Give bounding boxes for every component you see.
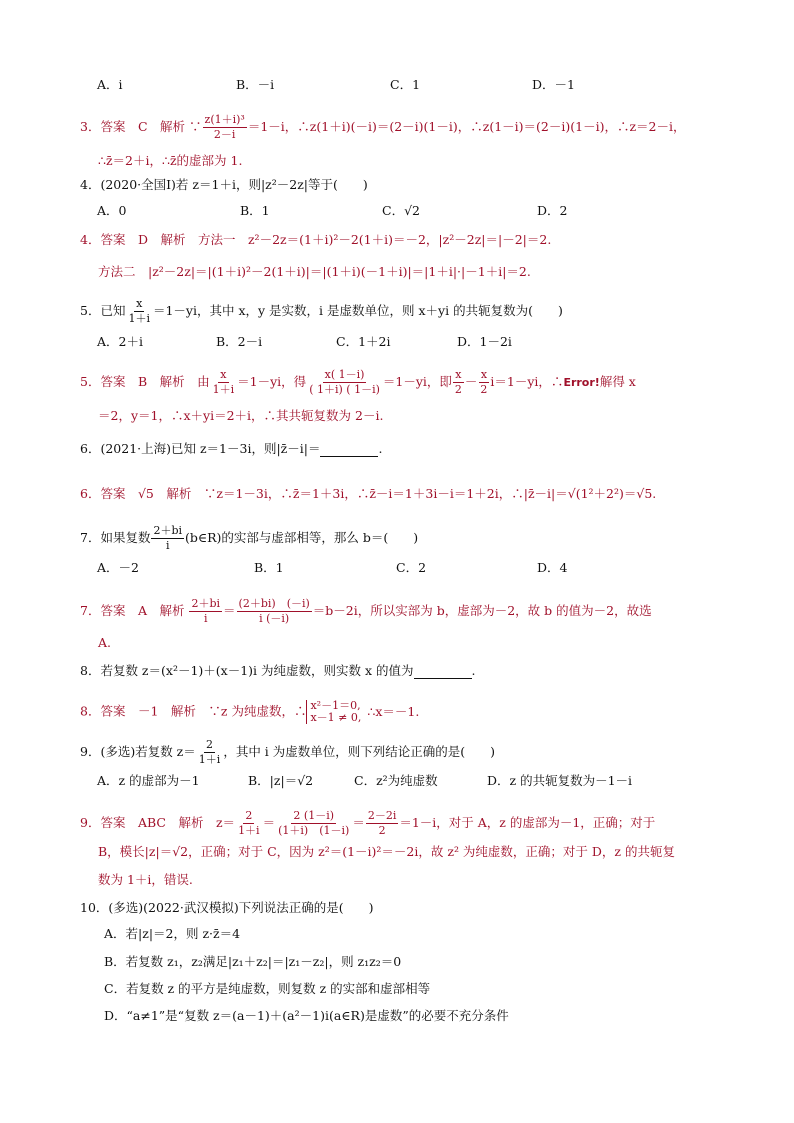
fraction	[276, 810, 351, 837]
answer-9-line1	[80, 810, 794, 837]
fraction-denominator: 1＋i	[198, 753, 221, 766]
fraction-numerator: 2	[206, 738, 214, 751]
case-system	[306, 700, 361, 724]
option: A．－2	[97, 560, 139, 575]
answer-text: －	[464, 374, 478, 389]
answer-9-line2: B，模长|z|＝√2，正确；对于 C，因为 z²＝(1－i)²＝－2i，故 z² 为纯虚数，正确；对于 D，z 的共轭复	[98, 844, 675, 859]
answer-text: ＝1－yi，即	[382, 374, 452, 389]
answer-text: ＝	[262, 815, 276, 830]
answer-7-line1	[80, 598, 794, 625]
option: B．|z|＝√2	[248, 773, 314, 788]
stem-text: (b∈R)的实部与虚部相等，那么 b＝( )	[185, 530, 419, 545]
answer-text: ＝1－yi，得	[237, 374, 307, 389]
case-line: x²－1＝0,	[310, 699, 361, 712]
fraction-numerator: x	[136, 297, 143, 310]
fraction-denominator: ( 1＋i) ( 1－i)	[309, 383, 380, 396]
fraction	[236, 810, 262, 837]
question-6-stem	[80, 443, 794, 457]
fraction	[151, 525, 184, 552]
fraction-numerator: 2＋bi	[191, 597, 221, 610]
therefore-symbol: ∵	[189, 119, 202, 134]
fraction-denominator: 2	[378, 824, 386, 837]
answer-7-line2: A.	[98, 635, 112, 650]
fraction	[189, 598, 222, 625]
error-marker: Error!	[563, 376, 600, 389]
answer-label: 5．答案 B 解析 由	[80, 374, 210, 389]
option: D．2	[537, 203, 568, 218]
question-10-stem: 10．(多选)(2022·武汉模拟)下列说法正确的是( )	[80, 900, 374, 915]
fraction-denominator: 1＋i	[212, 383, 235, 396]
fraction	[307, 369, 382, 396]
option: C．1	[390, 77, 421, 92]
stem-text: 5．已知	[80, 303, 126, 318]
answer-label: 7．答案 A 解析	[80, 603, 185, 618]
fraction	[126, 298, 152, 325]
option: C．1＋2i	[336, 334, 391, 349]
answer-text: ＝1－i，∴z(1＋i)(－i)＝(2－i)(1－i)，∴z(1－i)＝(2－i)(1－i)，∴z＝2－i，	[247, 119, 686, 134]
fraction-numerator: 2－2i	[367, 809, 397, 822]
fraction-numerator: x	[480, 368, 488, 381]
case-line: x－1 ≠ 0,	[310, 711, 362, 724]
stem-text: 9．(多选)若复数 z＝	[80, 744, 196, 759]
option: A．i	[97, 77, 123, 92]
option: D．“a≠1”是“复数 z＝(a－1)＋(a²－1)i(a∈R)是虚数”的必要不充分条件	[104, 1008, 509, 1023]
fraction-denominator: 2	[454, 383, 462, 396]
question-4-stem: 4．(2020·全国Ⅰ)若 z＝1＋i，则|z²－2z|等于( )	[80, 177, 368, 192]
answer-text: ∴x＝－1.	[367, 703, 420, 719]
fraction-denominator: 1＋i	[128, 312, 150, 325]
answer-text: 8．答案 －1 解析 ∵z 为纯虚数，∴	[80, 703, 307, 719]
answer-9-line3: 数为 1＋i，错误.	[98, 872, 193, 887]
answer-3-line2: ∴z̄＝2＋i，∴z̄的虚部为 1.	[98, 153, 243, 168]
option: C．2	[396, 560, 427, 575]
stem-text: 7．如果复数	[80, 530, 151, 545]
fraction	[237, 598, 312, 625]
question-7-stem	[80, 525, 794, 552]
option: B．－i	[236, 77, 275, 92]
option: B．1	[254, 560, 284, 575]
option: D．4	[537, 560, 568, 575]
fraction-numerator: x	[220, 368, 227, 381]
answer-blank	[320, 443, 378, 457]
answer-text: 解得 x	[599, 374, 636, 389]
question-9-stem	[80, 739, 794, 766]
option: C．z²为纯虚数	[354, 773, 438, 788]
answer-label: 9．答案 ABC 解析 z＝	[80, 815, 236, 830]
option: D．1－2i	[457, 334, 512, 349]
stem-text: ＝1－yi，其中 x，y 是实数，i 是虚数单位，则 x＋yi 的共轭复数为( )	[152, 303, 563, 318]
fraction-numerator: 2＋bi	[153, 524, 183, 537]
fraction-denominator: 1＋i	[238, 824, 260, 837]
fraction-numerator: 2 (1－i)	[293, 809, 335, 822]
fraction-denominator: i	[165, 539, 170, 552]
fraction-denominator: i	[203, 612, 208, 625]
question-8-stem	[80, 665, 794, 679]
option: B．若复数 z₁，z₂满足|z₁＋z₂|＝|z₁－z₂|，则 z₁z₂＝0	[104, 954, 402, 969]
fraction-numerator: 2	[245, 809, 253, 822]
option: A．z 的虚部为－1	[97, 773, 200, 788]
fraction-denominator: i (－i)	[259, 612, 290, 625]
answer-text: ＝	[352, 815, 365, 830]
stem-text: .	[378, 441, 383, 456]
fraction	[453, 369, 464, 396]
answer-4-line2: 方法二 |z²－2z|＝|(1＋i)²－2(1＋i)|＝|(1＋i)(－1＋i)|＝|1＋i|·|－1＋i|＝2.	[98, 264, 531, 279]
option: A．2＋i	[97, 334, 143, 349]
fraction-numerator: z(1＋i)³	[204, 113, 245, 126]
option: C．若复数 z 的平方是纯虚数，则复数 z 的实部和虚部相等	[104, 981, 431, 996]
question-5-stem	[80, 298, 794, 325]
fraction	[203, 114, 247, 141]
fraction-numerator: x	[455, 368, 462, 381]
option: B．2－i	[216, 334, 263, 349]
answer-5-line2: ＝2，y＝1，∴x＋yi＝2＋i，∴其共轭复数为 2－i.	[98, 408, 384, 423]
stem-text: 8．若复数 z＝(x²－1)＋(x－1)i 为纯虚数，则实数 x 的值为	[80, 663, 414, 678]
answer-5-line1	[80, 369, 794, 396]
fraction	[478, 369, 489, 396]
fraction-denominator: (1＋i) (1－i)	[278, 824, 350, 837]
fraction	[211, 369, 237, 396]
fraction	[366, 810, 399, 837]
option: A．若|z|＝2，则 z·z̄＝4	[104, 926, 241, 941]
option: D．－1	[532, 77, 575, 92]
option: A．0	[97, 203, 127, 218]
answer-text: ＝1－i，对于 A，z 的虚部为－1，正确；对于	[399, 815, 656, 830]
answer-6: 6．答案 √5 解析 ∵z＝1－3i，∴z̄＝1＋3i，∴z̄－i＝1＋3i－i＝1＋2i，∴|z̄－i|＝√(1²＋2²)＝√5.	[80, 486, 657, 501]
fraction-denominator: 2－i	[213, 128, 236, 141]
answer-8	[80, 700, 794, 724]
fraction-numerator: x( 1－i)	[324, 368, 365, 381]
answer-text: i＝1－yi，∴	[490, 374, 564, 389]
option: C．√2	[382, 203, 420, 218]
answer-4-line1: 4．答案 D 解析 方法一 z²－2z＝(1＋i)²－2(1＋i)＝－2，|z²－2z|＝|－2|＝2.	[80, 232, 552, 247]
answer-blank	[414, 665, 472, 679]
answer-3-line1	[80, 114, 780, 141]
answer-text: ＝b－2i，所以实部为 b，虚部为－2，故 b 的值为－2，故选	[312, 603, 652, 618]
option: D．z 的共轭复数为－1－i	[487, 773, 633, 788]
stem-text: ，其中 i 为虚数单位，则下列结论正确的是( )	[223, 744, 496, 759]
answer-label: 3．答案 C 解析	[80, 119, 186, 134]
fraction-denominator: 2	[480, 383, 488, 396]
stem-text: .	[471, 663, 476, 678]
option: B．1	[240, 203, 270, 218]
stem-text: 6．(2021·上海)已知 z＝1－3i，则|z̄－i|＝	[80, 441, 321, 456]
fraction-numerator: (2＋bi) (－i)	[238, 597, 310, 610]
fraction	[197, 739, 223, 766]
answer-text: ＝	[223, 603, 236, 618]
